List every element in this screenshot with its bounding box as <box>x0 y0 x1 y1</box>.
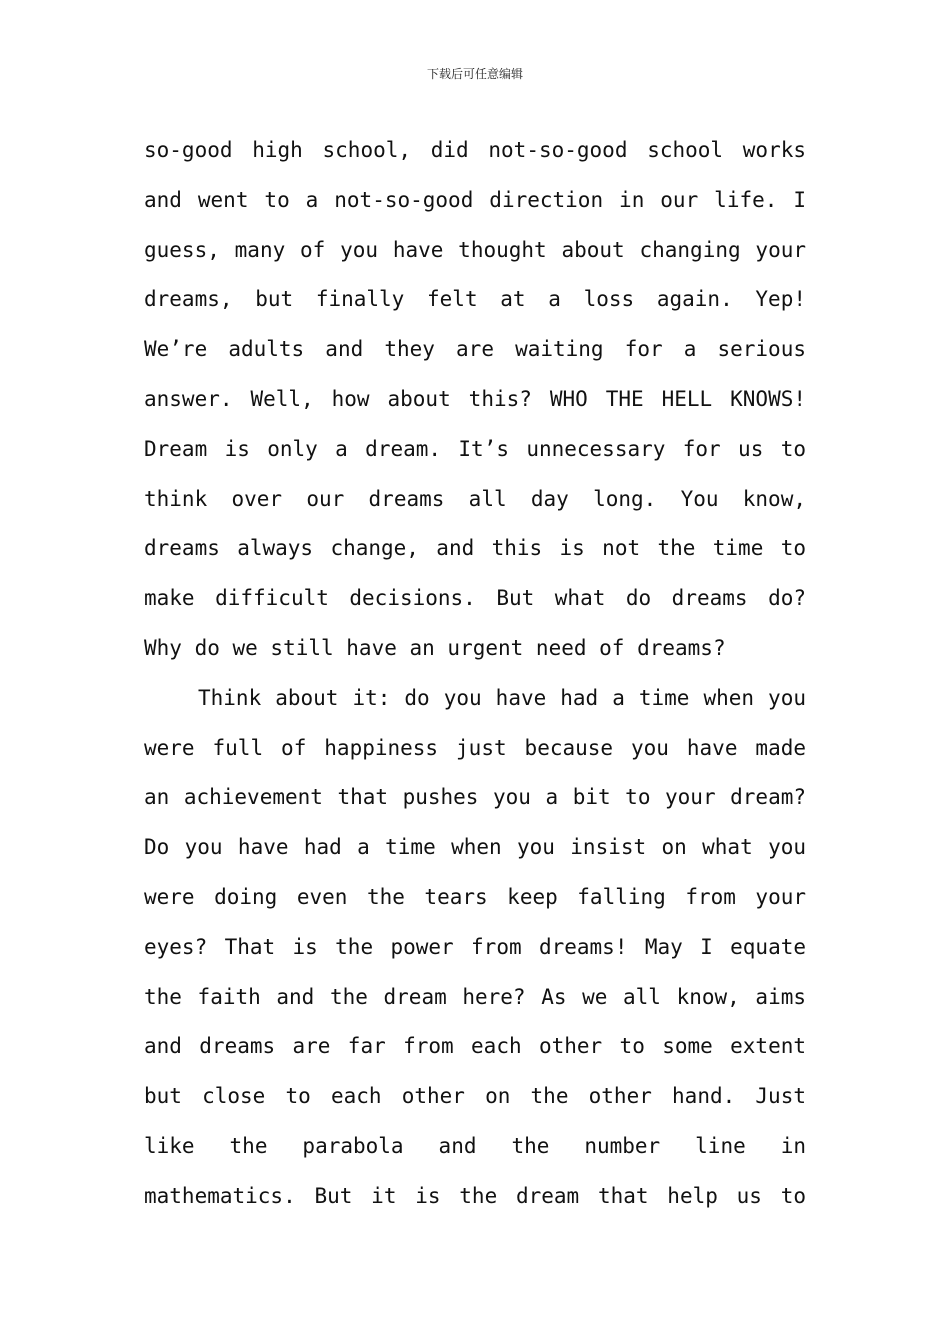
text-line: dreams, but finally felt at a loss again. Yep! <box>144 287 806 312</box>
paragraph-last-line: Why do we still have an urgent need of dreams? <box>144 635 726 660</box>
text-line: think over our dreams all day long. You know, <box>144 486 806 511</box>
text-line: We’re adults and they are waiting for a serious <box>144 337 806 362</box>
text-line: were doing even the tears keep falling from your <box>144 884 806 909</box>
text-line: and went to a not-so-good direction in our life. I <box>144 187 806 212</box>
text-line: were full of happiness just because you have made <box>144 735 806 760</box>
text-line: Dream is only a dream. It’s unnecessary for us to <box>144 436 806 461</box>
text-line: answer. Well, how about this? WHO THE HELL KNOWS! <box>144 386 806 411</box>
text-line: and dreams are far from each other to some extent <box>144 1034 806 1059</box>
text-line: like the parabola and the number line in <box>144 1133 806 1158</box>
text-line: Do you have had a time when you insist on what you <box>144 835 806 860</box>
text-line: an achievement that pushes you a bit to your dream? <box>144 785 806 810</box>
text-line: the faith and the dream here? As we all know, aims <box>144 984 806 1009</box>
text-line: guess, many of you have thought about changing your <box>144 237 806 262</box>
text-line: dreams always change, and this is not the time to <box>144 536 806 561</box>
text-line: so-good high school, did not-so-good school works <box>144 138 806 162</box>
page-header-note: 下载后可任意编辑 <box>426 67 523 81</box>
paragraph-first-line: Think about it: do you have had a time when you <box>198 685 806 710</box>
text-line: but close to each other on the other hand. Just <box>144 1084 806 1109</box>
text-line: mathematics. But it is the dream that help us to <box>144 1183 806 1208</box>
text-line: eyes? That is the power from dreams! May I equate <box>144 934 806 959</box>
document-body <box>144 126 806 1222</box>
text-line: make difficult decisions. But what do dreams do? <box>144 586 806 611</box>
